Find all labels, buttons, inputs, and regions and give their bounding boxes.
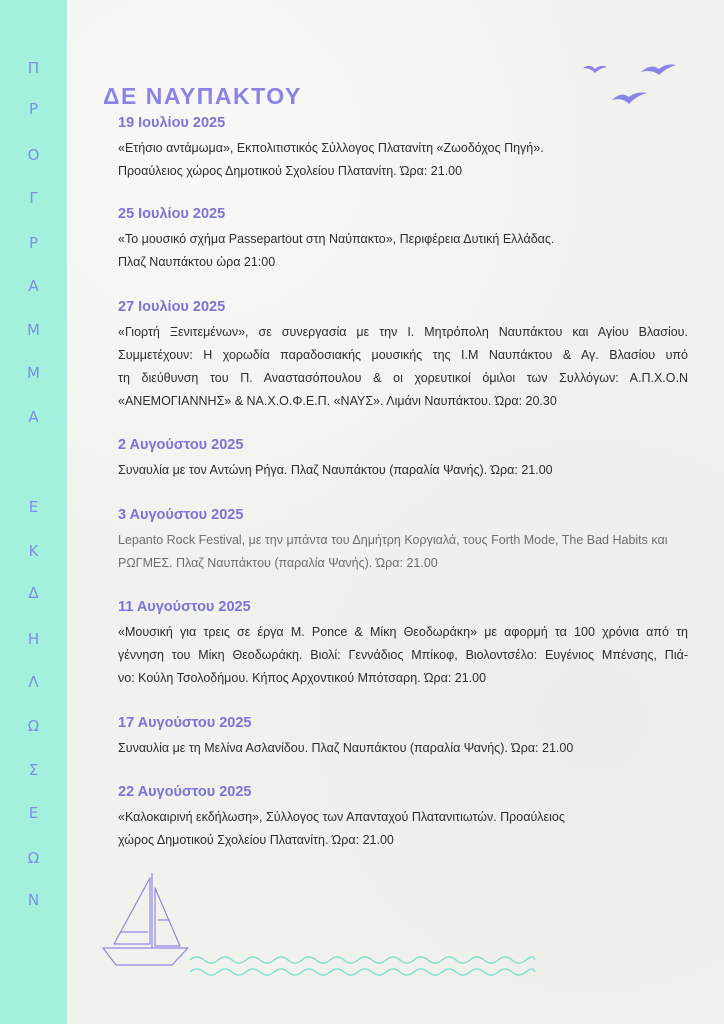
sidebar-letter: Μ bbox=[27, 364, 40, 382]
event-description-line: Lepanto Rock Festival, με την μπάντα του Δημήτρη Κοργιαλά, τους Forth Mode, The Bad Habits και bbox=[118, 533, 668, 547]
seagulls-icon bbox=[580, 60, 680, 116]
sidebar-letter: Δ bbox=[28, 584, 39, 602]
event-description-line: Συναυλία με τη Μελίνα Ασλανίδου. Πλαζ Ναυπάκτου (παραλία Ψανής). Ώρα: 21.00 bbox=[118, 741, 574, 755]
sidebar-letter: Κ bbox=[28, 542, 39, 560]
event-item bbox=[118, 506, 688, 575]
event-description-line: χώρος Δημοτικού Σχολείου Πλατανίτη. Ώρα: 21.00 bbox=[118, 833, 394, 847]
sidebar-letter: Α bbox=[28, 408, 39, 426]
sidebar-letter: Ω bbox=[27, 717, 40, 735]
event-description-line: «Γιορτή Ξενιτεμένων», σε συνεργασία με την Ι. Μητρόπολη Ναυπάκτου και Αγίου Βλασίου. bbox=[118, 325, 688, 339]
event-description-line: τη διεύθυνση του Π. Αναστασόπουλου & οι χορευτικοί όμιλοι των Συλλόγων: Α.Π.Χ.Ο.Ν bbox=[118, 371, 688, 385]
event-item bbox=[118, 436, 688, 482]
sidebar-letter: Ο bbox=[27, 146, 40, 164]
sidebar-letter: Ε bbox=[28, 804, 39, 822]
sidebar-letter: Ρ bbox=[28, 234, 39, 252]
event-date: 25 Ιουλίου 2025 bbox=[118, 206, 226, 222]
event-description-line: «Το μουσικό σχήμα Passepartout στη Ναύπακτο», Περιφέρεια Δυτική Ελλάδας. bbox=[118, 232, 555, 246]
event-date: 17 Αυγούστου 2025 bbox=[118, 715, 252, 731]
event-date: 27 Ιουλίου 2025 bbox=[118, 299, 226, 315]
event-date: 3 Αυγούστου 2025 bbox=[118, 507, 244, 523]
event-item bbox=[118, 205, 688, 274]
event-item bbox=[118, 783, 688, 852]
sidebar-letter: Ν bbox=[27, 891, 40, 909]
event-date: 19 Ιουλίου 2025 bbox=[118, 115, 226, 131]
sidebar-letter: Μ bbox=[27, 321, 40, 339]
event-item bbox=[118, 598, 688, 690]
event-item bbox=[118, 714, 688, 760]
sidebar-letter: Ρ bbox=[28, 100, 39, 118]
sidebar-letter: Η bbox=[27, 630, 40, 648]
event-date: 11 Αυγούστου 2025 bbox=[118, 599, 251, 615]
event-description-line: Συναυλία με τον Αντώνη Ρήγα. Πλαζ Ναυπάκτου (παραλία Ψανής). Ώρα: 21.00 bbox=[118, 463, 553, 477]
event-description-line: «ΑΝΕΜΟΓΙΑΝΝΗΣ» & ΝΑ.Χ.Ο.Φ.Ε.Π. «ΝΑΥΣ». Λιμάνι Ναυπάκτου. Ώρα: 20.30 bbox=[118, 394, 557, 408]
section-title: ΔΕ ΝΑΥΠΑΚΤΟΥ bbox=[103, 83, 302, 109]
event-description-line: ΡΩΓΜΕΣ. Πλαζ Ναυπάκτου (παραλία Ψανής). Ώρα: 21.00 bbox=[118, 556, 438, 570]
event-item bbox=[118, 298, 688, 413]
sidebar-letter: Λ bbox=[28, 673, 39, 691]
event-description-line: Πλαζ Ναυπάκτου ώρα 21:00 bbox=[118, 255, 276, 269]
sidebar-letter: Ε bbox=[28, 498, 39, 516]
sailboat-icon bbox=[100, 870, 192, 970]
event-date: 22 Αυγούστου 2025 bbox=[118, 784, 252, 800]
event-description-line: «Ετήσιο αντάμωμα», Εκπολιτιστικός Σύλλογος Πλατανίτη «Ζωοδόχος Πηγή». bbox=[118, 141, 544, 155]
sidebar-letter: Σ bbox=[28, 761, 39, 779]
sidebar-letter: Ω bbox=[27, 849, 40, 867]
waves-icon bbox=[190, 950, 535, 980]
event-item bbox=[118, 114, 688, 183]
event-description-line: «Μουσική για τρεις σε έργα M. Ponce & Μίκη Θεοδωράκη» με αφορμή τα 100 χρόνια από τη bbox=[118, 625, 688, 639]
event-description-line: Προαύλειος χώρος Δημοτικού Σχολείου Πλατανίτη. Ώρα: 21.00 bbox=[118, 164, 463, 178]
sidebar-letter: Π bbox=[27, 59, 40, 77]
sidebar-strip bbox=[0, 0, 67, 1024]
sidebar-letter: Α bbox=[28, 277, 39, 295]
event-description-line: γέννηση του Μίκη Θεοδωράκη. Βιολί: Γεννάδιος Μπίκοφ, Βιολοντσέλο: Ευγένιος Μπένσης, Πιά- bbox=[118, 648, 688, 662]
sidebar-letter: Γ bbox=[29, 189, 38, 207]
event-description-line: «Καλοκαιρινή εκδήλωση», Σύλλογος των Απανταχού Πλατανιτιωτών. Προαύλειος bbox=[118, 810, 565, 824]
event-description-line: Συμμετέχουν: Η χορωδία παραδοσιακής μουσικής της Ι.Μ Ναυπάκτου & Αγ. Βλασίου υπό bbox=[118, 348, 688, 362]
event-description-line: νο: Κούλη Τσολοδήμου. Κήπος Αρχοντικού Μπότσαρη. Ώρα: 21.00 bbox=[118, 671, 487, 685]
event-date: 2 Αυγούστου 2025 bbox=[118, 437, 244, 453]
